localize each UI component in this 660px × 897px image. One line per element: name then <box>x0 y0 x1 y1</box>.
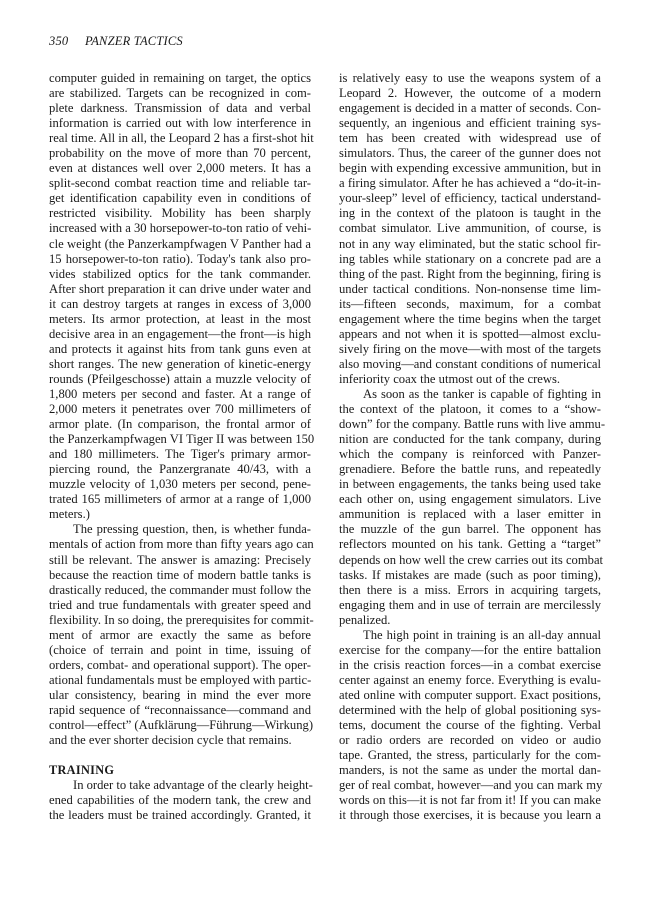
text-line: trated 165 millimeters of armor at a range of 1,000 <box>49 492 311 507</box>
text-line: meters.) <box>49 507 90 522</box>
text-line: flexibility. In so doing, the prerequisites for commit- <box>49 612 314 627</box>
text-line: restricted visibility. Mobility has been sharply <box>49 206 311 221</box>
running-title: PANZER TACTICS <box>85 34 183 48</box>
text-line: After short preparation it can drive under water and <box>49 281 311 296</box>
text-line: down” for the company. Battle runs with live ammu- <box>339 417 606 432</box>
text-line: which the company is reinforced with Panzer- <box>339 447 601 462</box>
text-line: not in any way eliminated, but the static school fir- <box>339 236 601 251</box>
text-line: armor plate. (In comparison, the frontal armor of <box>49 417 311 432</box>
text-line: ing tables while stationary on a concrete pad are a <box>339 251 601 266</box>
text-line: piercing round, the Panzergranate 40/43, with a <box>49 462 311 477</box>
text-line: ated online with computer support. Exact positions, <box>339 687 601 702</box>
text-line: also moving—and constant conditions of numerical <box>339 356 601 371</box>
text-line: ular consistency, bearing in mind the ever more <box>49 687 311 702</box>
text-line: 1,800 meters per second and faster. At a range of <box>49 386 311 401</box>
text-line: ger of real combat, however—and you can mark my <box>339 778 603 793</box>
text-line: sively firing on the move—with most of the targets <box>339 341 601 356</box>
text-line: the leaders must be trained accordingly. Granted, it <box>49 808 311 823</box>
text-line: sequently, an ingenious and efficient training sys- <box>339 116 601 131</box>
text-line: and the ever shorter decision cycle that remains. <box>49 733 292 748</box>
text-line: then there is a miss. Errors in acquiring targets, <box>339 582 601 597</box>
text-line: reflectors mounted on his tank. Getting a “target” <box>339 537 601 552</box>
text-line: 15 horsepower-to-ton ratio). Today's tank also pro- <box>49 251 311 266</box>
text-line: 2,000 meters it penetrates over 700 millimeters of <box>49 402 311 417</box>
text-line: determined with the help of global positioning sys- <box>339 702 601 717</box>
text-line: ational fundamentals must be employed with partic- <box>49 672 312 687</box>
text-line: it can destroy targets at ranges in excess of 3,000 <box>49 296 311 311</box>
section-heading-training: TRAINING <box>49 763 115 778</box>
text-line: tem has been created with widespread use of <box>339 131 601 146</box>
text-line: even at distances well over 2,000 meters. It has a <box>49 161 311 176</box>
paragraph-pressing-question <box>49 522 314 748</box>
text-line: engagement is decided in a matter of seconds. Con- <box>339 101 601 116</box>
text-line: because the reaction time of modern battle tanks is <box>49 567 311 582</box>
text-line: get identification capability even in conditions of <box>49 191 311 206</box>
text-line: grenadiere. Before the battle runs, and repeatedly <box>339 462 601 477</box>
paragraph-training-intro <box>49 778 311 823</box>
text-line: vides stabilized optics for the tank commander. <box>49 266 311 281</box>
text-line: mentals of action from more than fifty years ago can <box>49 537 314 552</box>
paragraph-leopard-capabilities <box>49 71 315 522</box>
text-line: in between engagements, the tanks being used take <box>339 477 601 492</box>
text-line: The high point in training is an all-day annual <box>363 627 601 642</box>
text-line: tems, document the course of the fighting. Verbal <box>339 718 601 733</box>
text-line: real time. All in all, the Leopard 2 has a first-shot hit <box>49 131 314 146</box>
text-line: tasks. If mistakes are made (such as poor timing), <box>339 567 601 582</box>
text-line: drastically reduced, the commander must follow the <box>49 582 311 597</box>
text-line: orders, combat- and operational support). The oper- <box>49 657 311 672</box>
text-line: inferiority coax the utmost out of the crews. <box>339 371 561 386</box>
text-line: tried and true fundamentals with greater speed and <box>49 597 311 612</box>
text-line: ment of armor are exactly the same as before <box>49 627 311 642</box>
text-line: center against an enemy force. Everything is evalu- <box>339 672 601 687</box>
text-line: engaging them and in use of terrain are mercilessly <box>339 597 601 612</box>
text-line: ing in the context of the platoon is taught in the <box>339 206 601 221</box>
text-line: exercise for the company—for the entire battalion <box>339 642 601 657</box>
text-line: is relatively easy to use the weapons system of a <box>339 71 601 85</box>
text-line: tape. Granted, the stress, particularly for the com- <box>339 748 601 763</box>
paragraph-simulators <box>339 71 601 387</box>
paragraph-showdown <box>339 386 606 628</box>
text-line: penalized. <box>339 612 391 627</box>
text-line: are stabilized. Targets can be recognized in com- <box>49 86 311 101</box>
text-line: manders, is not the same as under the mortal dan- <box>339 763 601 778</box>
text-line: engagement where the time begins when the target <box>339 311 601 326</box>
text-line: meters. Its armor protection, at least in the most <box>49 311 311 326</box>
text-line: the context of the platoon, it comes to a “show- <box>339 402 601 417</box>
right-column <box>339 71 606 823</box>
paragraph-high-point <box>339 628 601 824</box>
text-line: increased with a 30 horsepower-to-ton ratio of vehi- <box>49 221 312 236</box>
text-line: probability on the move of more than 70 percent, <box>49 146 311 161</box>
text-line: (choice of terrain and point in time, issuing of <box>49 642 311 657</box>
text-line: muzzle velocity of 1,030 meters per second, pene- <box>49 477 311 492</box>
text-line: under tactical conditions. Non-nonsense time lim- <box>339 281 601 296</box>
text-line: thing of the past. Right from the beginning, firing is <box>339 266 601 281</box>
text-line: and protects it against hits from tank guns even at <box>49 341 311 356</box>
text-line: each other on, using engagement simulators. Live <box>339 492 601 507</box>
text-line: the muzzle of the gun barrel. The opponent has <box>339 522 601 537</box>
text-line: combat simulator. Live ammunition, of course, is <box>339 221 601 236</box>
text-line: nition are conducted for the tank company, during <box>339 432 601 447</box>
text-line: ened capabilities of the modern tank, the crew and <box>49 793 311 808</box>
text-line: As soon as the tanker is capable of fighting in <box>363 386 601 401</box>
text-line: control—effect” (Aufklärung—Führung—Wirkung) <box>49 718 314 733</box>
text-line: The pressing question, then, is whether funda- <box>73 522 311 537</box>
text-line: In order to take advantage of the clearly height- <box>73 778 313 793</box>
text-line: decisive area in an engagement—the front—is high <box>49 326 311 341</box>
text-line: its—fifteen seconds, maximum, for a combat <box>339 296 601 311</box>
text-line: begin with expending excessive ammunition, but in <box>339 161 601 176</box>
text-line: in the crisis reaction forces—in a combat exercise <box>339 657 601 672</box>
text-line: information is carried out with low interference in <box>49 116 311 131</box>
text-line: split-second combat reaction time and reliable tar- <box>49 176 311 191</box>
left-column <box>49 71 315 823</box>
text-line: rapid sequence of “reconnaissance—command and <box>49 702 311 717</box>
text-line: words on this—it is not far from it! If you can make <box>339 793 601 808</box>
text-line: it through those exercises, it is because you learn a <box>339 808 601 823</box>
running-header <box>49 34 183 49</box>
text-line: short ranges. The new generation of kinetic-energy <box>49 356 311 371</box>
text-line: your-sleep” level of efficiency, tactical understand- <box>339 191 601 206</box>
text-line: still be relevant. The answer is amazing: Precisely <box>49 552 311 567</box>
text-line: simulators. Thus, the career of the gunner does not <box>339 146 601 161</box>
text-line: plete darkness. Transmission of data and verbal <box>49 101 311 116</box>
text-line: rounds (Pfeilgeschosse) attain a muzzle velocity of <box>49 371 311 386</box>
text-line: ammunition is replaced with a laser emitter in <box>339 507 601 522</box>
text-line: cle weight (the Panzerkampfwagen V Panther had a <box>49 236 311 251</box>
text-line: a firing simulator. After he has achieved a “do-it-in- <box>339 176 601 191</box>
text-line: and 180 millimeters. The Tiger's primary armor- <box>49 447 311 462</box>
page-number: 350 <box>49 34 69 48</box>
text-line: computer guided in remaining on target, the optics <box>49 71 311 85</box>
text-line: the Panzerkampfwagen VI Tiger II was between 150 <box>49 432 315 447</box>
text-line: Leopard 2. However, the outcome of a modern <box>339 86 601 101</box>
text-line: appears and not when it is spotted—almost exclu- <box>339 326 601 341</box>
text-line: or radio orders are recorded on video or audio <box>339 733 601 748</box>
text-line: depends on how well the crew carries out its combat <box>339 552 604 567</box>
